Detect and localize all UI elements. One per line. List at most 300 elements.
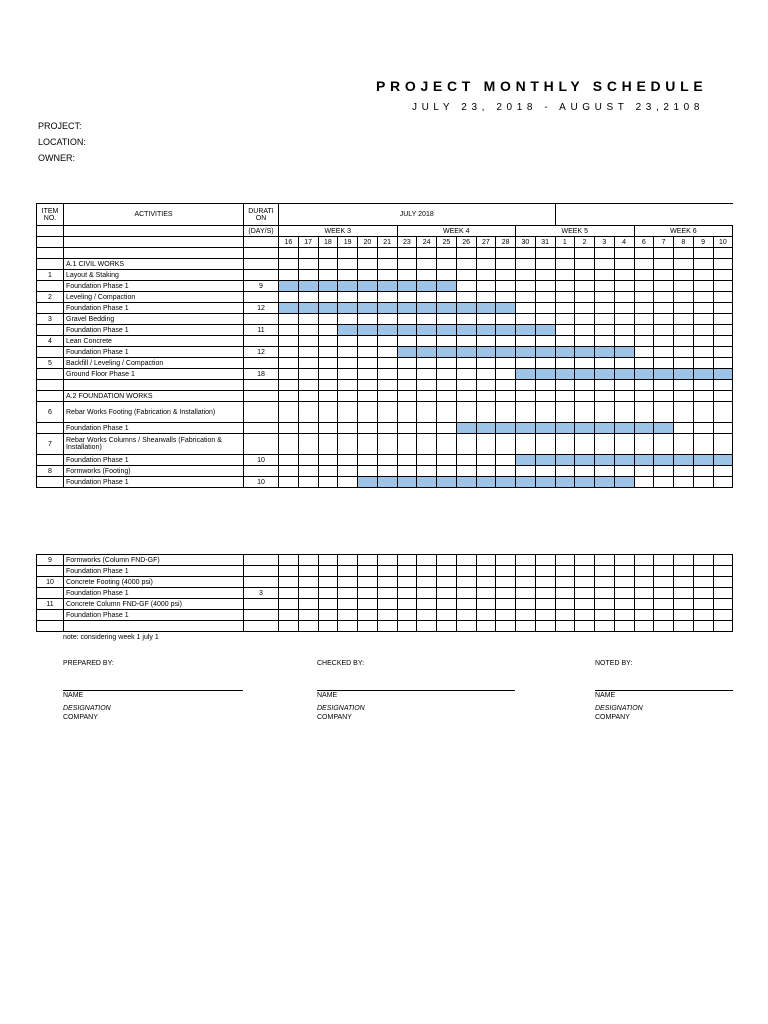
gantt-bar-cell — [456, 303, 476, 314]
table-row — [37, 599, 733, 610]
gantt-cell — [279, 336, 299, 347]
gantt-bar-cell — [456, 477, 476, 488]
gantt-cell — [595, 434, 615, 455]
gantt-cell — [634, 466, 654, 477]
gantt-cell — [516, 358, 536, 369]
gantt-bar-cell — [555, 369, 575, 380]
item-number-cell — [37, 477, 64, 488]
duration-cell — [244, 292, 279, 303]
checked-by-label: CHECKED BY: — [317, 660, 365, 667]
gantt-cell — [397, 391, 417, 402]
gantt-cell — [417, 588, 437, 599]
gantt-cell — [397, 434, 417, 455]
gantt-cell — [358, 259, 378, 270]
table-row — [37, 369, 733, 380]
gantt-cell — [516, 292, 536, 303]
gantt-cell — [496, 380, 516, 391]
gantt-bar-cell — [456, 423, 476, 434]
gantt-cell — [654, 466, 674, 477]
week-header: WEEK 6 — [634, 226, 733, 237]
gantt-cell — [555, 391, 575, 402]
gantt-cell — [358, 402, 378, 423]
gantt-cell — [575, 303, 595, 314]
gantt-cell — [674, 610, 694, 621]
gantt-cell — [575, 391, 595, 402]
gantt-cell — [476, 292, 496, 303]
gantt-cell — [377, 336, 397, 347]
gantt-cell — [575, 610, 595, 621]
gantt-cell — [713, 423, 733, 434]
gantt-cell — [575, 281, 595, 292]
gantt-cell — [516, 391, 536, 402]
gantt-bar-cell — [437, 325, 457, 336]
gantt-cell — [358, 336, 378, 347]
gantt-cell — [279, 358, 299, 369]
gantt-cell — [338, 402, 358, 423]
gantt-cell — [358, 455, 378, 466]
gantt-cell — [654, 380, 674, 391]
week-header: WEEK 3 — [279, 226, 398, 237]
gantt-cell — [614, 281, 634, 292]
item-number-cell — [37, 303, 64, 314]
gantt-cell — [417, 380, 437, 391]
gantt-cell — [595, 358, 615, 369]
gantt-cell — [693, 610, 713, 621]
noted-by-label: NOTED BY: — [595, 660, 633, 667]
gantt-cell — [693, 270, 713, 281]
gantt-cell — [456, 588, 476, 599]
duration-cell — [244, 466, 279, 477]
gantt-cell — [358, 369, 378, 380]
gantt-bar-cell — [377, 325, 397, 336]
gantt-cell — [516, 599, 536, 610]
gantt-cell — [437, 314, 457, 325]
gantt-cell — [693, 380, 713, 391]
gantt-cell — [634, 599, 654, 610]
gantt-cell — [298, 380, 318, 391]
page-title: PROJECT MONTHLY SCHEDULE — [376, 78, 708, 94]
item-number-cell: 1 — [37, 270, 64, 281]
gantt-bar-cell — [437, 347, 457, 358]
gantt-bar-cell — [535, 347, 555, 358]
gantt-cell — [358, 270, 378, 281]
gantt-bar-cell — [516, 455, 536, 466]
gantt-bar-cell — [496, 325, 516, 336]
activity-cell: Lean Concrete — [64, 336, 244, 347]
location-label: LOCATION: — [38, 137, 86, 147]
gantt-cell — [713, 477, 733, 488]
item-number-cell — [37, 248, 64, 259]
gantt-cell — [634, 566, 654, 577]
gantt-cell — [417, 402, 437, 423]
gantt-cell — [298, 566, 318, 577]
gantt-cell — [634, 555, 654, 566]
duration-cell — [244, 259, 279, 270]
duration-cell — [244, 434, 279, 455]
item-no-header: ITEM NO. — [37, 204, 64, 226]
gantt-cell — [298, 347, 318, 358]
gantt-cell — [298, 577, 318, 588]
gantt-cell — [279, 577, 299, 588]
activity-cell: Layout & Staking — [64, 270, 244, 281]
gantt-cell — [693, 292, 713, 303]
gantt-cell — [417, 248, 437, 259]
gantt-cell — [595, 292, 615, 303]
gantt-cell — [496, 314, 516, 325]
gantt-bar-cell — [595, 369, 615, 380]
gantt-bar-cell — [358, 281, 378, 292]
table-row — [37, 380, 733, 391]
schedule-table-top — [36, 203, 733, 488]
gantt-cell — [476, 566, 496, 577]
gantt-cell — [476, 466, 496, 477]
gantt-cell — [338, 347, 358, 358]
gantt-cell — [377, 610, 397, 621]
gantt-cell — [555, 336, 575, 347]
gantt-bar-cell — [476, 423, 496, 434]
gantt-cell — [693, 588, 713, 599]
gantt-bar-cell — [535, 325, 555, 336]
gantt-bar-cell — [279, 281, 299, 292]
gantt-cell — [614, 292, 634, 303]
gantt-cell — [338, 292, 358, 303]
gantt-bar-cell — [614, 477, 634, 488]
gantt-cell — [634, 434, 654, 455]
gantt-bar-cell — [634, 455, 654, 466]
gantt-cell — [634, 259, 654, 270]
gantt-cell — [437, 259, 457, 270]
gantt-bar-cell — [298, 303, 318, 314]
gantt-cell — [595, 325, 615, 336]
gantt-cell — [338, 248, 358, 259]
day-number-cell: 2 — [575, 237, 595, 248]
day-number-cell: 3 — [595, 237, 615, 248]
gantt-cell — [318, 610, 338, 621]
noted-name: NAME — [595, 692, 616, 699]
gantt-cell — [377, 423, 397, 434]
gantt-bar-cell — [377, 477, 397, 488]
gantt-cell — [535, 588, 555, 599]
gantt-cell — [674, 555, 694, 566]
gantt-cell — [437, 555, 457, 566]
gantt-cell — [535, 303, 555, 314]
gantt-cell — [496, 555, 516, 566]
gantt-cell — [298, 466, 318, 477]
gantt-cell — [318, 402, 338, 423]
item-number-cell — [37, 566, 64, 577]
gantt-cell — [713, 358, 733, 369]
gantt-bar-cell — [595, 423, 615, 434]
gantt-cell — [377, 248, 397, 259]
gantt-bar-cell — [516, 477, 536, 488]
gantt-cell — [535, 336, 555, 347]
noted-company: COMPANY — [595, 714, 630, 721]
gantt-cell — [654, 281, 674, 292]
table-row — [37, 555, 733, 566]
duration-cell — [244, 577, 279, 588]
duration-cell — [244, 358, 279, 369]
gantt-cell — [298, 555, 318, 566]
gantt-cell — [575, 380, 595, 391]
activity-cell: Gravel Bedding — [64, 314, 244, 325]
gantt-cell — [358, 423, 378, 434]
gantt-cell — [377, 599, 397, 610]
gantt-cell — [397, 555, 417, 566]
gantt-cell — [595, 621, 615, 632]
gantt-cell — [456, 248, 476, 259]
gantt-cell — [496, 336, 516, 347]
gantt-cell — [595, 555, 615, 566]
gantt-cell — [298, 402, 318, 423]
gantt-cell — [338, 577, 358, 588]
gantt-cell — [713, 555, 733, 566]
gantt-cell — [595, 303, 615, 314]
gantt-cell — [713, 336, 733, 347]
gantt-cell — [634, 270, 654, 281]
gantt-cell — [437, 434, 457, 455]
gantt-cell — [397, 610, 417, 621]
gantt-cell — [456, 281, 476, 292]
gantt-cell — [535, 577, 555, 588]
duration-header: DURATI ON — [244, 204, 279, 226]
gantt-cell — [377, 369, 397, 380]
gantt-cell — [456, 599, 476, 610]
table-row — [37, 621, 733, 632]
gantt-cell — [693, 477, 713, 488]
gantt-bar-cell — [535, 423, 555, 434]
gantt-cell — [279, 466, 299, 477]
day-number-cell: 21 — [377, 237, 397, 248]
gantt-cell — [496, 621, 516, 632]
duration-cell — [244, 270, 279, 281]
project-label: PROJECT: — [38, 121, 82, 131]
item-number-cell: 8 — [37, 466, 64, 477]
gantt-cell — [535, 466, 555, 477]
gantt-bar-cell — [279, 303, 299, 314]
gantt-cell — [496, 358, 516, 369]
gantt-cell — [377, 314, 397, 325]
gantt-cell — [338, 270, 358, 281]
gantt-cell — [634, 588, 654, 599]
gantt-cell — [575, 292, 595, 303]
gantt-cell — [693, 391, 713, 402]
unit-header: (DAY/S) — [244, 226, 279, 237]
gantt-cell — [535, 358, 555, 369]
item-number-cell — [37, 455, 64, 466]
gantt-cell — [338, 599, 358, 610]
table-row — [37, 477, 733, 488]
gantt-cell — [318, 358, 338, 369]
gantt-cell — [437, 577, 457, 588]
gantt-bar-cell — [634, 423, 654, 434]
activity-cell: Foundation Phase 1 — [64, 477, 244, 488]
gantt-bar-cell — [516, 369, 536, 380]
duration-cell — [244, 402, 279, 423]
gantt-cell — [693, 325, 713, 336]
duration-cell: 12 — [244, 347, 279, 358]
gantt-cell — [456, 292, 476, 303]
day-number-cell: 18 — [318, 237, 338, 248]
gantt-cell — [279, 555, 299, 566]
activity-cell: Foundation Phase 1 — [64, 303, 244, 314]
gantt-cell — [555, 588, 575, 599]
gantt-cell — [338, 336, 358, 347]
gantt-cell — [476, 621, 496, 632]
table-row — [37, 303, 733, 314]
item-number-cell: 2 — [37, 292, 64, 303]
gantt-cell — [614, 314, 634, 325]
gantt-cell — [674, 314, 694, 325]
duration-cell — [244, 566, 279, 577]
gantt-cell — [693, 336, 713, 347]
gantt-cell — [713, 347, 733, 358]
gantt-cell — [535, 270, 555, 281]
gantt-cell — [713, 391, 733, 402]
gantt-cell — [298, 621, 318, 632]
gantt-cell — [713, 621, 733, 632]
gantt-cell — [279, 434, 299, 455]
gantt-cell — [456, 555, 476, 566]
gantt-cell — [437, 380, 457, 391]
gantt-cell — [654, 402, 674, 423]
duration-cell — [244, 391, 279, 402]
item-number-cell: 5 — [37, 358, 64, 369]
gantt-cell — [377, 466, 397, 477]
gantt-cell — [555, 303, 575, 314]
table-row — [37, 610, 733, 621]
gantt-cell — [456, 610, 476, 621]
gantt-cell — [437, 621, 457, 632]
gantt-cell — [575, 621, 595, 632]
gantt-cell — [634, 621, 654, 632]
gantt-cell — [516, 555, 536, 566]
gantt-cell — [338, 358, 358, 369]
gantt-cell — [417, 610, 437, 621]
gantt-cell — [496, 292, 516, 303]
gantt-cell — [555, 314, 575, 325]
gantt-cell — [318, 588, 338, 599]
gantt-bar-cell — [397, 281, 417, 292]
gantt-cell — [397, 466, 417, 477]
checked-company: COMPANY — [317, 714, 352, 721]
day-number-cell: 27 — [476, 237, 496, 248]
gantt-cell — [516, 434, 536, 455]
item-number-cell: 9 — [37, 555, 64, 566]
gantt-cell — [397, 259, 417, 270]
gantt-cell — [318, 292, 338, 303]
gantt-bar-cell — [338, 325, 358, 336]
gantt-bar-cell — [456, 325, 476, 336]
day-number-cell: 26 — [456, 237, 476, 248]
gantt-cell — [397, 369, 417, 380]
gantt-cell — [437, 588, 457, 599]
duration-cell — [244, 610, 279, 621]
gantt-bar-cell — [634, 369, 654, 380]
gantt-cell — [397, 292, 417, 303]
week-header: WEEK 5 — [516, 226, 635, 237]
gantt-cell — [279, 610, 299, 621]
gantt-cell — [377, 391, 397, 402]
gantt-cell — [437, 391, 457, 402]
table-row — [37, 259, 733, 270]
gantt-cell — [358, 555, 378, 566]
table-row — [37, 588, 733, 599]
gantt-cell — [437, 292, 457, 303]
gantt-cell — [358, 599, 378, 610]
gantt-cell — [437, 402, 457, 423]
gantt-cell — [713, 248, 733, 259]
gantt-cell — [318, 455, 338, 466]
gantt-bar-cell — [555, 455, 575, 466]
gantt-cell — [377, 455, 397, 466]
gantt-cell — [456, 391, 476, 402]
gantt-cell — [595, 248, 615, 259]
gantt-cell — [358, 358, 378, 369]
gantt-cell — [377, 402, 397, 423]
gantt-cell — [713, 434, 733, 455]
gantt-cell — [338, 259, 358, 270]
gantt-cell — [674, 621, 694, 632]
gantt-cell — [377, 259, 397, 270]
gantt-cell — [496, 259, 516, 270]
gantt-cell — [674, 248, 694, 259]
gantt-cell — [674, 477, 694, 488]
gantt-cell — [397, 402, 417, 423]
gantt-cell — [437, 336, 457, 347]
gantt-cell — [298, 336, 318, 347]
gantt-cell — [417, 292, 437, 303]
gantt-bar-cell — [397, 325, 417, 336]
signature-line — [63, 690, 243, 691]
gantt-cell — [437, 270, 457, 281]
gantt-cell — [417, 566, 437, 577]
gantt-bar-cell — [516, 325, 536, 336]
gantt-cell — [397, 336, 417, 347]
gantt-cell — [614, 566, 634, 577]
gantt-cell — [496, 281, 516, 292]
gantt-cell — [516, 380, 536, 391]
gantt-cell — [674, 599, 694, 610]
gantt-bar-cell — [575, 347, 595, 358]
gantt-cell — [654, 303, 674, 314]
gantt-cell — [476, 555, 496, 566]
table-row — [37, 434, 733, 455]
gantt-bar-cell — [614, 423, 634, 434]
gantt-cell — [397, 358, 417, 369]
gantt-cell — [377, 292, 397, 303]
duration-cell — [244, 423, 279, 434]
gantt-cell — [693, 303, 713, 314]
gantt-cell — [575, 402, 595, 423]
blank-cell — [37, 226, 64, 237]
gantt-cell — [456, 621, 476, 632]
gantt-cell — [397, 455, 417, 466]
duration-cell: 10 — [244, 455, 279, 466]
gantt-bar-cell — [496, 303, 516, 314]
table-row — [37, 325, 733, 336]
table-row — [37, 423, 733, 434]
gantt-cell — [377, 588, 397, 599]
gantt-cell — [298, 259, 318, 270]
gantt-cell — [713, 270, 733, 281]
gantt-bar-cell — [595, 347, 615, 358]
gantt-cell — [693, 621, 713, 632]
gantt-cell — [654, 434, 674, 455]
gantt-cell — [358, 621, 378, 632]
gantt-cell — [279, 270, 299, 281]
gantt-cell — [654, 621, 674, 632]
gantt-cell — [535, 434, 555, 455]
